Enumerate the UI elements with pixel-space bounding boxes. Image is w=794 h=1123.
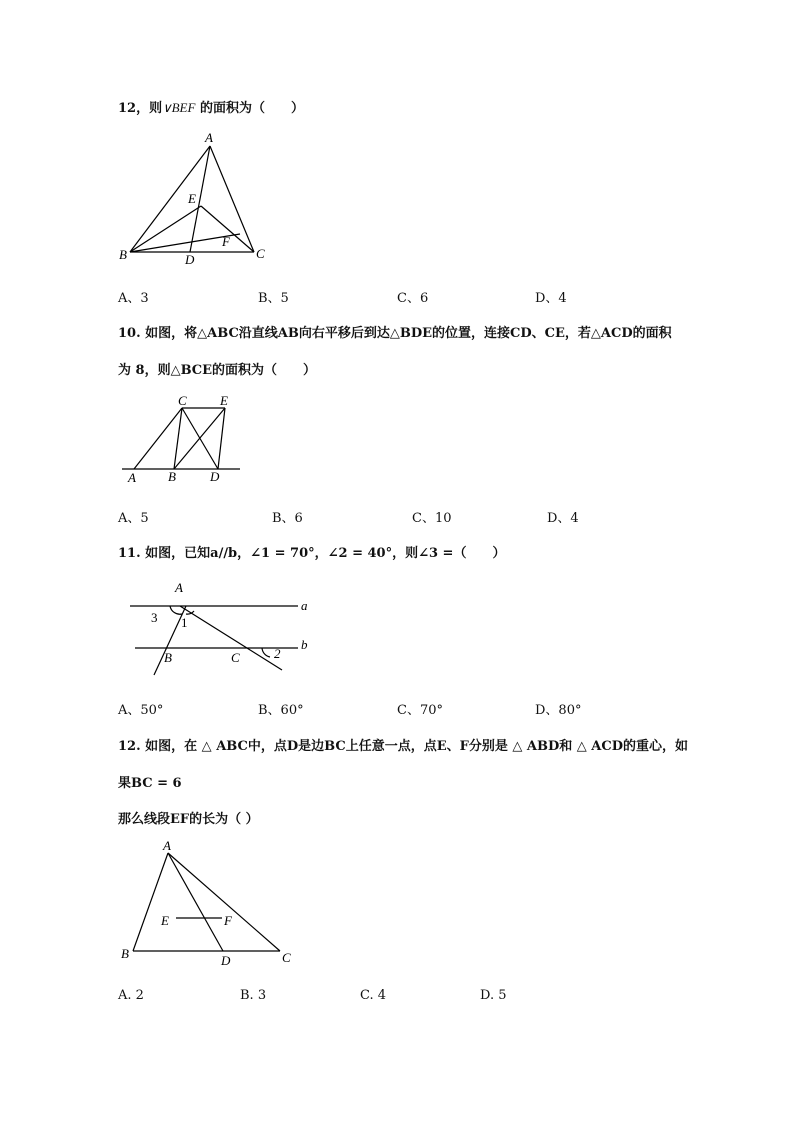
q2-label-D: D	[210, 469, 220, 484]
q2-stem-line1: 10. 如图，将△ABC沿直线AB向右平移后到达△BDE的位置，连接CD、CE，若△ACD的面积	[118, 326, 672, 341]
q1-stem-prefix: 12，则	[118, 101, 163, 116]
q4-option-a[interactable]: A. 2	[118, 988, 144, 1003]
q1-label-E: E	[188, 191, 196, 206]
q1-label-B: B	[119, 247, 127, 262]
q2-label-C: C	[178, 393, 187, 408]
q2-label-B: B	[168, 469, 176, 484]
q2-option-b[interactable]: B、6	[272, 511, 303, 526]
q2-stem-line2: 为 8，则△BCE的面积为（ ）	[118, 363, 317, 378]
q1-label-D: D	[185, 252, 195, 267]
q4-label-C: C	[282, 950, 291, 965]
q1-label-A: A	[205, 130, 213, 145]
q4-label-F: F	[224, 913, 232, 928]
q2-option-a[interactable]: A、5	[118, 511, 149, 526]
q4-label-B: B	[121, 946, 129, 961]
q2-label-A: A	[128, 470, 136, 485]
q3-option-c[interactable]: C、70°	[397, 703, 443, 718]
q3-label-B: B	[164, 650, 172, 665]
q1-stem-math: ∨BEF	[162, 100, 196, 115]
q4-label-E: E	[161, 913, 169, 928]
q2-option-c[interactable]: C、10	[412, 511, 452, 526]
q2-label-E: E	[220, 393, 228, 408]
q4-stem-line1: 12. 如图，在 △ ABC中，点D是边BC上任意一点，点E、F分别是 △ ABD和 △ ACD的重心，如	[118, 739, 688, 754]
q3-option-d[interactable]: D、80°	[535, 703, 582, 718]
q4-option-b[interactable]: B. 3	[240, 988, 267, 1003]
q3-label-a: a	[301, 598, 308, 613]
q4-label-A: A	[163, 838, 171, 853]
q1-option-c[interactable]: C、6	[397, 291, 429, 306]
q4-stem-line3: 那么线段EF的长为（ ）	[118, 812, 259, 827]
q1-option-b[interactable]: B、5	[258, 291, 289, 306]
q1-option-a[interactable]: A、3	[118, 291, 149, 306]
q4-label-D: D	[221, 953, 231, 968]
q2-option-d[interactable]: D、4	[547, 511, 579, 526]
q1-label-F: F	[222, 234, 230, 249]
q3-label-2: 2	[274, 646, 281, 661]
q3-stem: 11. 如图，已知a//b，∠1 = 70°，∠2 = 40°，则∠3 =（ ）	[118, 546, 506, 561]
q3-label-C: C	[231, 650, 240, 665]
q3-label-b: b	[301, 637, 308, 652]
q3-label-1: 1	[181, 615, 188, 630]
q3-option-a[interactable]: A、50°	[118, 703, 164, 718]
q3-label-3: 3	[151, 610, 158, 625]
q4-option-c[interactable]: C. 4	[360, 988, 387, 1003]
q1-stem-suffix: 的面积为（ ）	[195, 101, 304, 116]
q3-label-A: A	[175, 580, 183, 595]
q4-option-d[interactable]: D. 5	[480, 988, 507, 1003]
q4-stem-line2: 果BC = 6	[118, 776, 182, 791]
q1-label-C: C	[256, 246, 265, 261]
q1-option-d[interactable]: D、4	[535, 291, 567, 306]
q3-option-b[interactable]: B、60°	[258, 703, 304, 718]
